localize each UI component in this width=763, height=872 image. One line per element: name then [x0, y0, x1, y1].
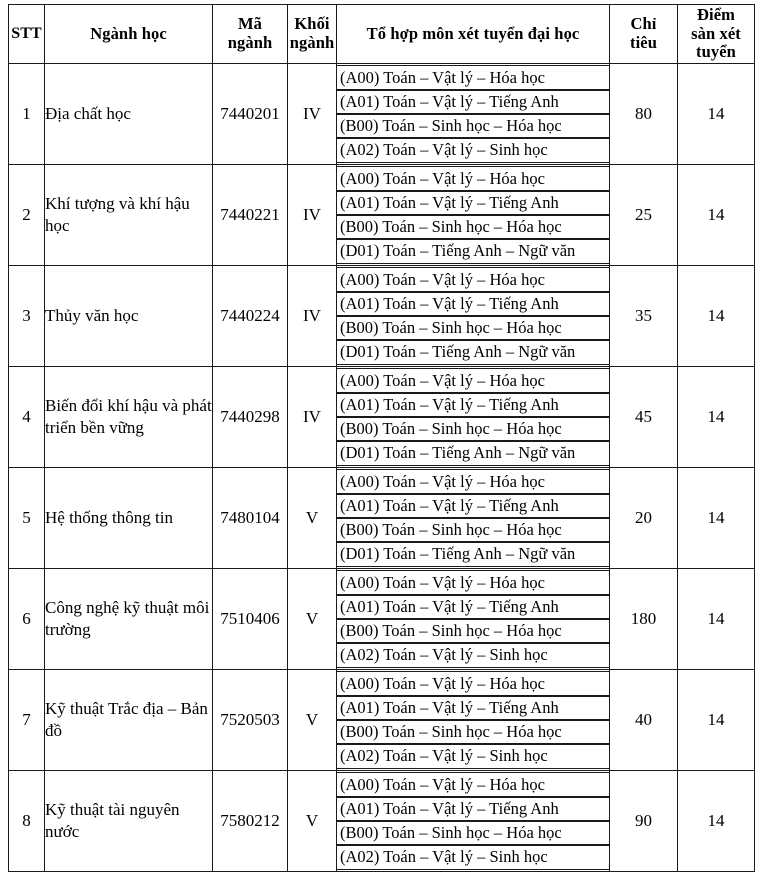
column-header-major-code	[213, 5, 288, 64]
floor-score-cell: 14	[678, 64, 755, 165]
header-row	[9, 5, 755, 64]
row-index-cell: 6	[9, 569, 45, 670]
floor-score-cell: 14	[678, 266, 755, 367]
major-name-cell: Thủy văn học	[45, 266, 213, 367]
subject-combination-cell	[337, 771, 610, 872]
major-code-cell: 7440221	[213, 165, 288, 266]
column-header-floor-score-line1: Điểm	[697, 4, 735, 24]
subject-combination-item: (A00) Toán – Vật lý – Hóa học	[337, 772, 609, 797]
row-index-cell: 7	[9, 670, 45, 771]
subject-combination-item: (A00) Toán – Vật lý – Hóa học	[337, 368, 609, 393]
floor-score-cell: 14	[678, 367, 755, 468]
field-block-cell: V	[288, 569, 337, 670]
field-block-cell: V	[288, 468, 337, 569]
floor-score-cell: 14	[678, 468, 755, 569]
subject-combination-item: (A01) Toán – Vật lý – Tiếng Anh	[337, 392, 609, 417]
column-header-field-block	[288, 5, 337, 64]
major-name-cell: Kỹ thuật Trắc địa – Bản đồ	[45, 670, 213, 771]
subject-combination-item: (B00) Toán – Sinh học – Hóa học	[337, 416, 609, 441]
major-code-cell: 7510406	[213, 569, 288, 670]
subject-combination-list	[337, 772, 609, 869]
table-row	[9, 771, 755, 872]
column-header-field-block-line1: Khối	[294, 14, 330, 34]
subject-combination-list	[337, 368, 609, 465]
table-row	[9, 569, 755, 670]
quota-cell: 45	[610, 367, 678, 468]
admissions-table	[8, 4, 755, 872]
subject-combination-item: (A02) Toán – Vật lý – Sinh học	[337, 137, 609, 162]
subject-combination-item: (B00) Toán – Sinh học – Hóa học	[337, 618, 609, 643]
subject-combination-item: (B00) Toán – Sinh học – Hóa học	[337, 113, 609, 138]
subject-combination-cell	[337, 569, 610, 670]
subject-combination-item: (B00) Toán – Sinh học – Hóa học	[337, 517, 609, 542]
column-header-floor-score	[678, 5, 755, 64]
field-block-cell: IV	[288, 64, 337, 165]
table-row	[9, 367, 755, 468]
field-block-cell: V	[288, 771, 337, 872]
column-header-major: Ngành học	[45, 5, 213, 64]
column-header-major-code-line2: ngành	[227, 33, 273, 52]
subject-combination-list	[337, 65, 609, 162]
major-code-cell: 7580212	[213, 771, 288, 872]
quota-cell: 25	[610, 165, 678, 266]
field-block-cell: V	[288, 670, 337, 771]
column-header-floor-score-line2: sàn xét	[691, 23, 741, 43]
column-header-stt: STT	[9, 5, 45, 64]
major-name-cell: Biến đổi khí hậu và phát triển bền vững	[45, 367, 213, 468]
row-index-cell: 3	[9, 266, 45, 367]
table-row	[9, 670, 755, 771]
table-row	[9, 468, 755, 569]
subject-combination-list	[337, 166, 609, 263]
subject-combination-item: (A00) Toán – Vật lý – Hóa học	[337, 166, 609, 191]
floor-score-cell: 14	[678, 670, 755, 771]
subject-combination-cell	[337, 468, 610, 569]
quota-cell: 35	[610, 266, 678, 367]
floor-score-cell: 14	[678, 569, 755, 670]
subject-combination-cell	[337, 165, 610, 266]
major-name-cell: Công nghệ kỹ thuật môi trường	[45, 569, 213, 670]
floor-score-cell: 14	[678, 165, 755, 266]
subject-combination-item: (B00) Toán – Sinh học – Hóa học	[337, 315, 609, 340]
subject-combination-item: (A00) Toán – Vật lý – Hóa học	[337, 570, 609, 595]
quota-cell: 40	[610, 670, 678, 771]
subject-combination-cell	[337, 64, 610, 165]
subject-combination-item: (A01) Toán – Vật lý – Tiếng Anh	[337, 190, 609, 215]
subject-combination-item: (A01) Toán – Vật lý – Tiếng Anh	[337, 796, 609, 821]
row-index-cell: 5	[9, 468, 45, 569]
subject-combination-item: (D01) Toán – Tiếng Anh – Ngữ văn	[337, 541, 609, 566]
subject-combination-item: (A02) Toán – Vật lý – Sinh học	[337, 642, 609, 667]
subject-combination-item: (D01) Toán – Tiếng Anh – Ngữ văn	[337, 440, 609, 465]
major-code-cell: 7520503	[213, 670, 288, 771]
major-name-cell: Kỹ thuật tài nguyên nước	[45, 771, 213, 872]
table-header	[9, 5, 755, 64]
subject-combination-list	[337, 570, 609, 667]
quota-cell: 180	[610, 569, 678, 670]
subject-combination-item: (D01) Toán – Tiếng Anh – Ngữ văn	[337, 238, 609, 263]
subject-combination-item: (A02) Toán – Vật lý – Sinh học	[337, 743, 609, 768]
column-header-field-block-line2: ngành	[289, 33, 335, 52]
subject-combination-item: (A00) Toán – Vật lý – Hóa học	[337, 671, 609, 696]
subject-combination-item: (A01) Toán – Vật lý – Tiếng Anh	[337, 493, 609, 518]
quota-cell: 20	[610, 468, 678, 569]
column-header-quota	[610, 5, 678, 64]
subject-combination-item: (A01) Toán – Vật lý – Tiếng Anh	[337, 291, 609, 316]
column-header-quota-line2: tiêu	[630, 33, 657, 52]
table-row	[9, 266, 755, 367]
field-block-cell: IV	[288, 266, 337, 367]
row-index-cell: 4	[9, 367, 45, 468]
floor-score-cell: 14	[678, 771, 755, 872]
subject-combination-item: (B00) Toán – Sinh học – Hóa học	[337, 719, 609, 744]
table-row	[9, 165, 755, 266]
subject-combination-item: (A01) Toán – Vật lý – Tiếng Anh	[337, 695, 609, 720]
subject-combination-item: (A00) Toán – Vật lý – Hóa học	[337, 469, 609, 494]
field-block-cell: IV	[288, 367, 337, 468]
subject-combination-cell	[337, 670, 610, 771]
column-header-subject-combination: Tổ hợp môn xét tuyển đại học	[337, 5, 610, 64]
subject-combination-item: (B00) Toán – Sinh học – Hóa học	[337, 820, 609, 845]
subject-combination-list	[337, 267, 609, 364]
subject-combination-cell	[337, 266, 610, 367]
table-body	[9, 64, 755, 872]
row-index-cell: 8	[9, 771, 45, 872]
major-code-cell: 7440201	[213, 64, 288, 165]
subject-combination-item: (B00) Toán – Sinh học – Hóa học	[337, 214, 609, 239]
table-row	[9, 64, 755, 165]
major-name-cell: Địa chất học	[45, 64, 213, 165]
major-name-cell: Khí tượng và khí hậu học	[45, 165, 213, 266]
subject-combination-list	[337, 469, 609, 566]
quota-cell: 80	[610, 64, 678, 165]
subject-combination-item: (D01) Toán – Tiếng Anh – Ngữ văn	[337, 339, 609, 364]
subject-combination-item: (A01) Toán – Vật lý – Tiếng Anh	[337, 594, 609, 619]
subject-combination-list	[337, 671, 609, 768]
quota-cell: 90	[610, 771, 678, 872]
subject-combination-item: (A00) Toán – Vật lý – Hóa học	[337, 267, 609, 292]
column-header-quota-line1: Chỉ	[630, 14, 657, 34]
subject-combination-cell	[337, 367, 610, 468]
column-header-floor-score-line3: tuyển	[696, 42, 736, 62]
row-index-cell: 1	[9, 64, 45, 165]
major-name-cell: Hệ thống thông tin	[45, 468, 213, 569]
subject-combination-item: (A02) Toán – Vật lý – Sinh học	[337, 844, 609, 869]
column-header-major-code-line1: Mã	[237, 14, 263, 34]
subject-combination-item: (A01) Toán – Vật lý – Tiếng Anh	[337, 89, 609, 114]
major-code-cell: 7480104	[213, 468, 288, 569]
major-code-cell: 7440224	[213, 266, 288, 367]
row-index-cell: 2	[9, 165, 45, 266]
field-block-cell: IV	[288, 165, 337, 266]
subject-combination-item: (A00) Toán – Vật lý – Hóa học	[337, 65, 609, 90]
major-code-cell: 7440298	[213, 367, 288, 468]
